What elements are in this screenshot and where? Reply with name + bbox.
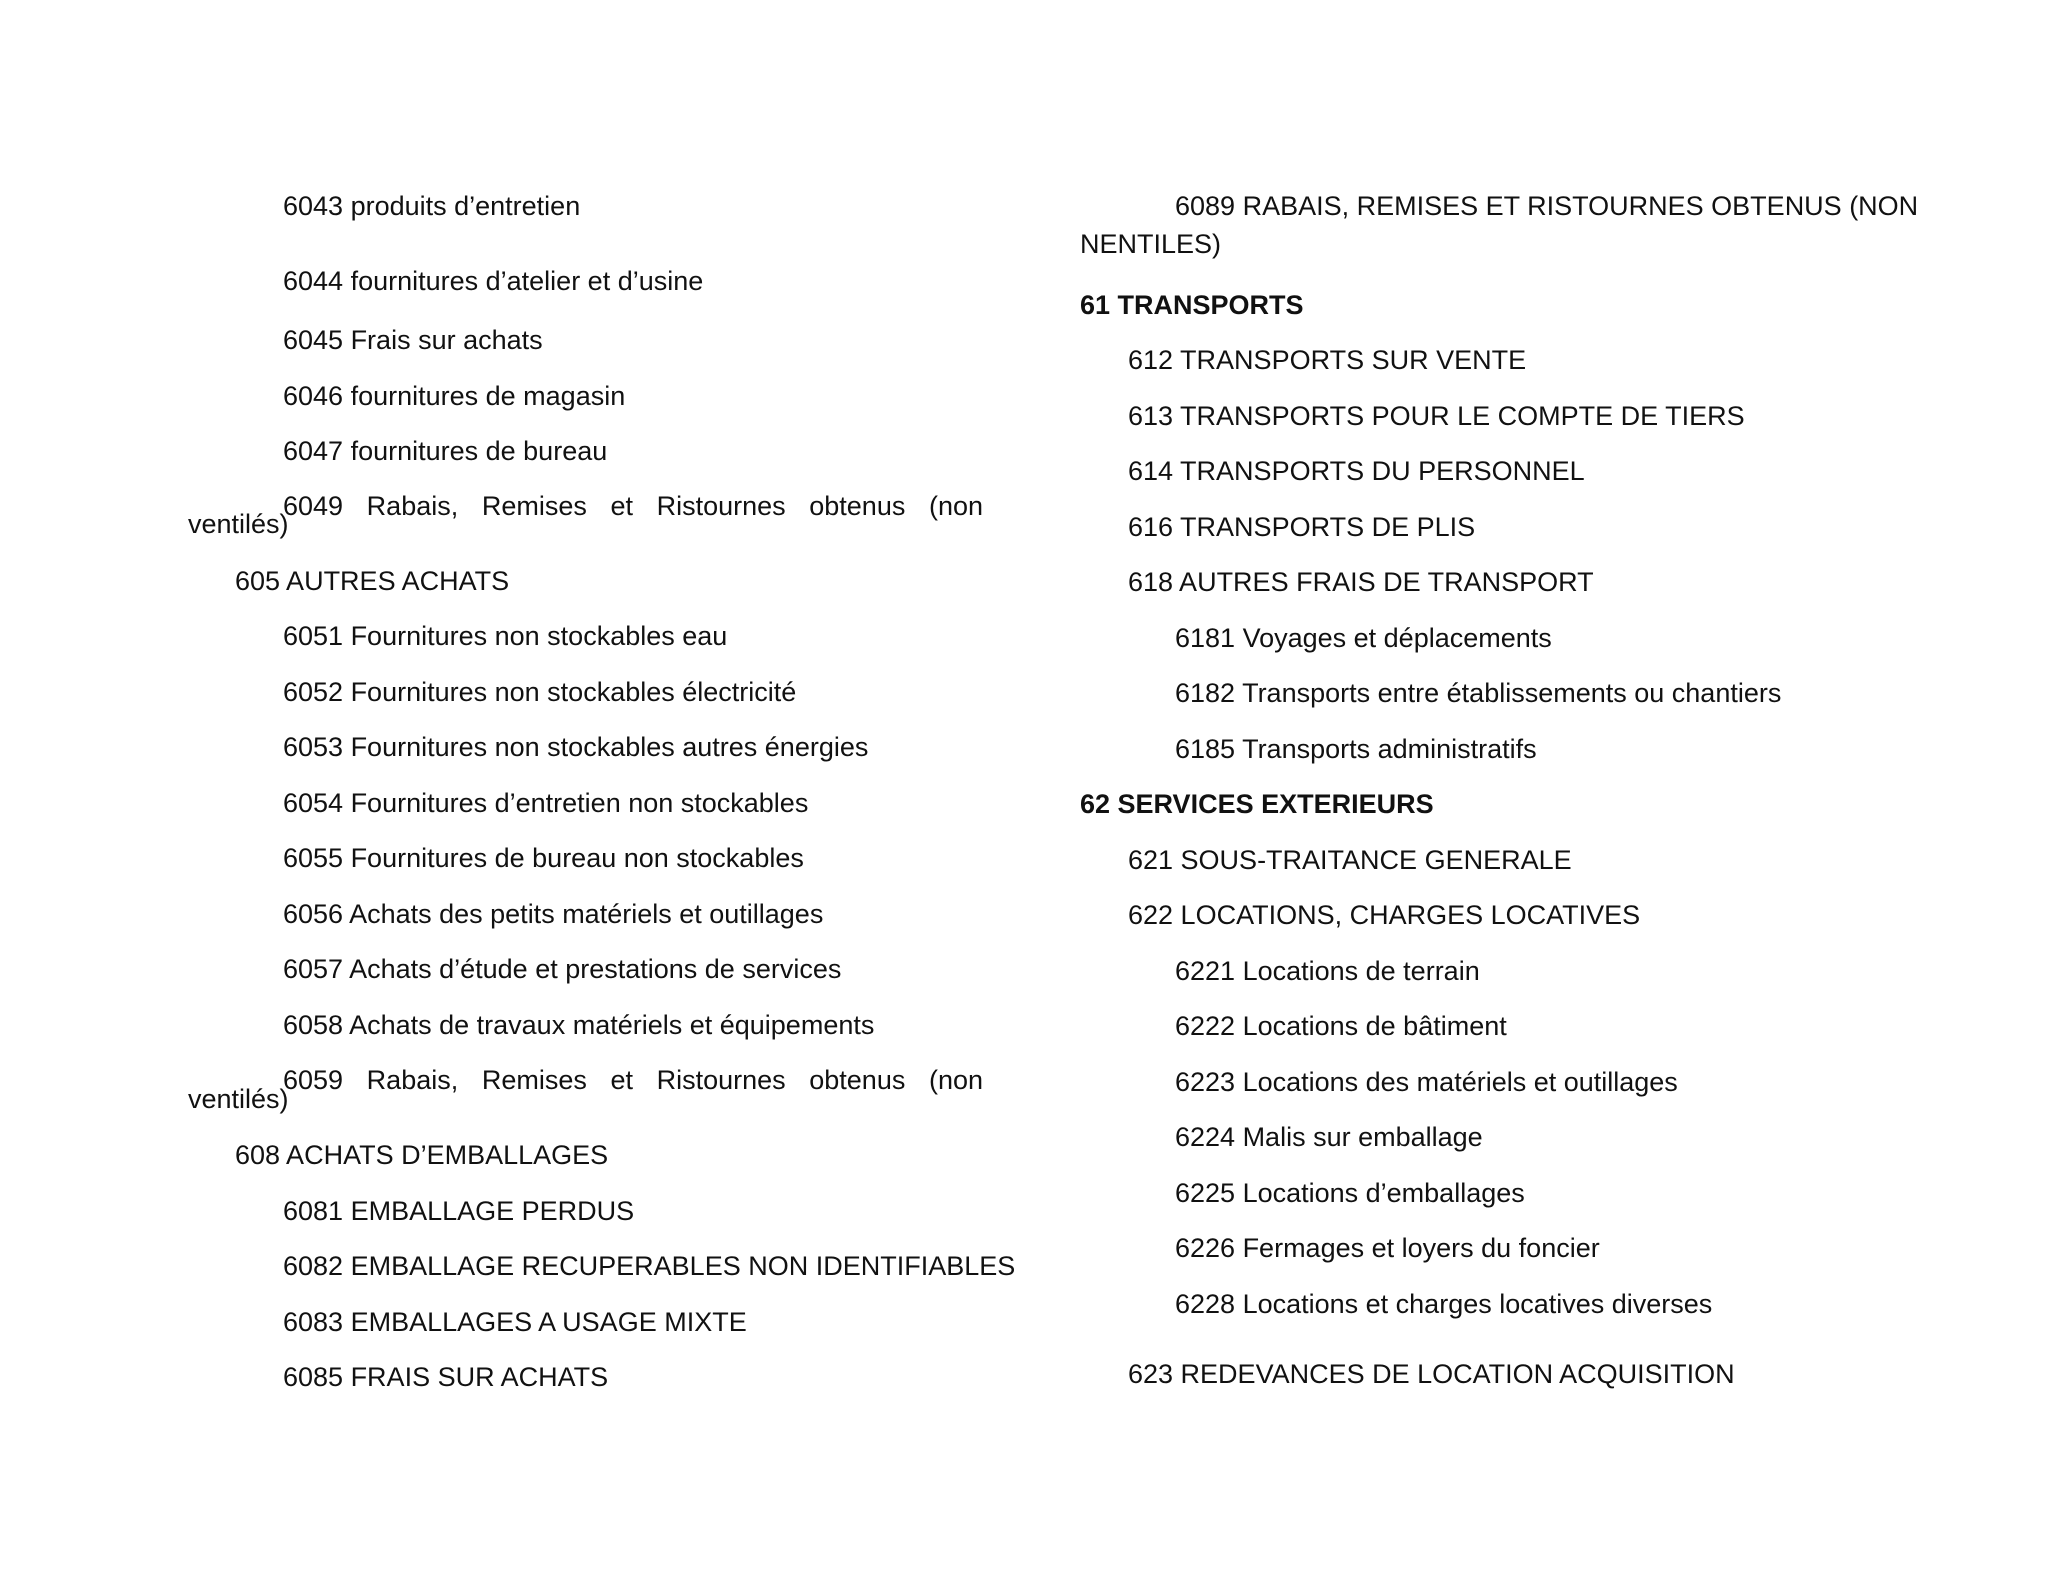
account-6057: 6057 Achats d’étude et prestations de services xyxy=(283,954,842,984)
account-6043: 6043 produits d’entretien xyxy=(283,191,581,221)
account-6085: 6085 FRAIS SUR ACHATS xyxy=(283,1362,609,1392)
account-6082: 6082 EMBALLAGE RECUPERABLES NON IDENTIFIABLES xyxy=(283,1251,1016,1281)
account-6059: 6059 Rabais, Remises et Ristournes obtenus (non xyxy=(283,1065,983,1095)
class-61-heading: 61 TRANSPORTS xyxy=(1080,290,1304,320)
account-6047: 6047 fournitures de bureau xyxy=(283,436,608,466)
account-6059-continuation: ventilés) xyxy=(188,1084,289,1114)
account-6044: 6044 fournitures d’atelier et d’usine xyxy=(283,266,704,296)
account-6089-continuation: NENTILES) xyxy=(1080,229,1222,259)
account-6049: 6049 Rabais, Remises et Ristournes obtenus (non xyxy=(283,491,983,521)
account-6181: 6181 Voyages et déplacements xyxy=(1175,623,1552,653)
class-62-heading: 62 SERVICES EXTERIEURS xyxy=(1080,789,1434,819)
account-6225: 6225 Locations d’emballages xyxy=(1175,1178,1525,1208)
account-6055: 6055 Fournitures de bureau non stockables xyxy=(283,843,804,873)
account-6224: 6224 Malis sur emballage xyxy=(1175,1122,1483,1152)
account-622: 622 LOCATIONS, CHARGES LOCATIVES xyxy=(1128,900,1641,930)
account-6223: 6223 Locations des matériels et outillages xyxy=(1175,1067,1678,1097)
account-612: 612 TRANSPORTS SUR VENTE xyxy=(1128,345,1527,375)
account-6053: 6053 Fournitures non stockables autres énergies xyxy=(283,732,869,762)
account-6051: 6051 Fournitures non stockables eau xyxy=(283,621,728,651)
account-6226: 6226 Fermages et loyers du foncier xyxy=(1175,1233,1600,1263)
account-6052: 6052 Fournitures non stockables électricité xyxy=(283,677,797,707)
account-6045: 6045 Frais sur achats xyxy=(283,325,543,355)
account-6221: 6221 Locations de terrain xyxy=(1175,956,1480,986)
account-6083: 6083 EMBALLAGES A USAGE MIXTE xyxy=(283,1307,747,1337)
account-616: 616 TRANSPORTS DE PLIS xyxy=(1128,512,1476,542)
account-6089: 6089 RABAIS, REMISES ET RISTOURNES OBTENUS (NON xyxy=(1175,191,1919,221)
account-6182: 6182 Transports entre établissements ou chantiers xyxy=(1175,678,1782,708)
account-605-heading: 605 AUTRES ACHATS xyxy=(235,566,510,596)
account-623: 623 REDEVANCES DE LOCATION ACQUISITION xyxy=(1128,1359,1735,1389)
account-614: 614 TRANSPORTS DU PERSONNEL xyxy=(1128,456,1585,486)
account-6056: 6056 Achats des petits matériels et outillages xyxy=(283,899,824,929)
account-6046: 6046 fournitures de magasin xyxy=(283,381,626,411)
account-6185: 6185 Transports administratifs xyxy=(1175,734,1537,764)
account-608-heading: 608 ACHATS D’EMBALLAGES xyxy=(235,1140,609,1170)
account-618: 618 AUTRES FRAIS DE TRANSPORT xyxy=(1128,567,1594,597)
account-621: 621 SOUS-TRAITANCE GENERALE xyxy=(1128,845,1572,875)
account-6228: 6228 Locations et charges locatives diverses xyxy=(1175,1289,1713,1319)
account-6222: 6222 Locations de bâtiment xyxy=(1175,1011,1507,1041)
account-6049-continuation: ventilés) xyxy=(188,509,289,539)
account-613: 613 TRANSPORTS POUR LE COMPTE DE TIERS xyxy=(1128,401,1745,431)
account-6081: 6081 EMBALLAGE PERDUS xyxy=(283,1196,635,1226)
account-6054: 6054 Fournitures d’entretien non stockables xyxy=(283,788,809,818)
account-6058: 6058 Achats de travaux matériels et équipements xyxy=(283,1010,875,1040)
